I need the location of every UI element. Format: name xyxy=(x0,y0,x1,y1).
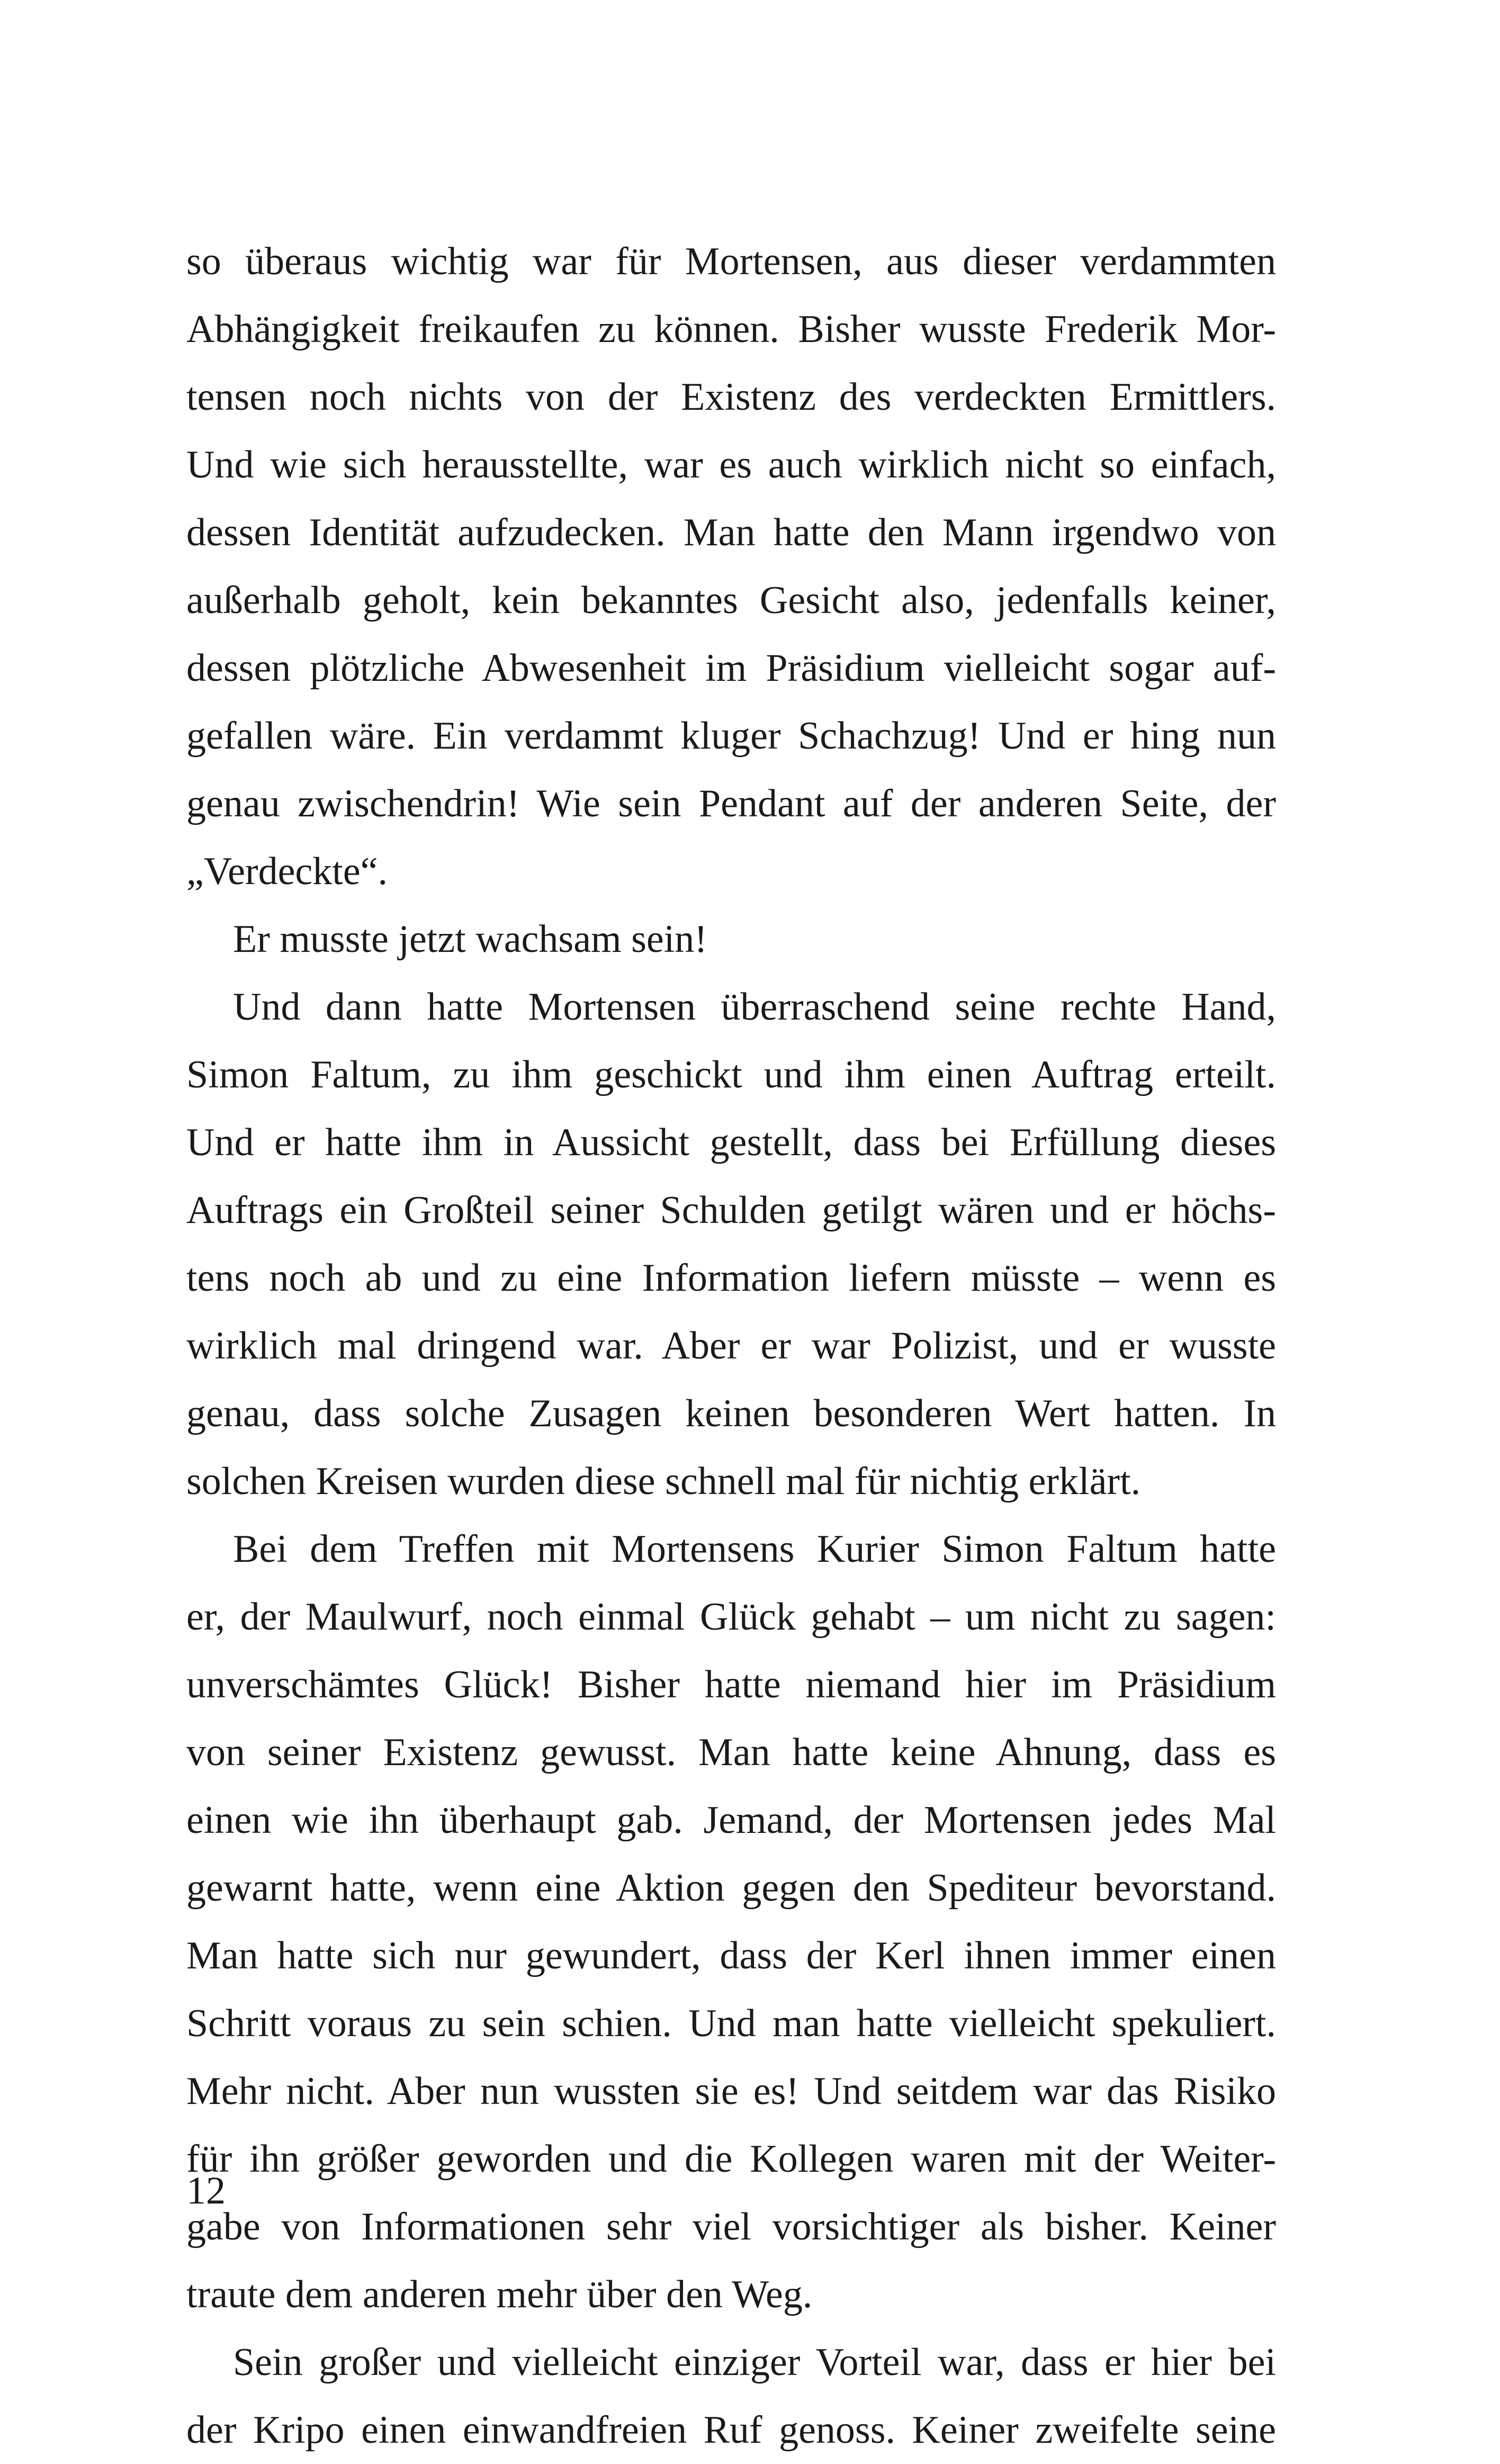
text-line: Sein großer und vielleicht einziger Vorteil war, dass er hier bei xyxy=(233,2341,1276,2384)
text-line: Er musste jetzt wachsam sein! xyxy=(233,918,707,961)
text-line: so überaus wichtig war für Mortensen, aus dieser verdammten xyxy=(186,240,1276,283)
text-line: tensen noch nichts von der Existenz des verdeckten Ermittlers. xyxy=(186,375,1276,419)
text-line: er, der Maulwurf, noch einmal Glück gehabt – um nicht zu sagen: xyxy=(186,1595,1276,1639)
text-line: Mehr nicht. Aber nun wussten sie es! Und seitdem war das Risiko xyxy=(186,2070,1276,2113)
page-number: 12 xyxy=(186,2169,226,2213)
text-line: dessen Identität aufzudecken. Man hatte den Mann irgendwo von xyxy=(186,511,1276,554)
text-line: Abhängigkeit freikaufen zu können. Bisher wusste Frederik Mor- xyxy=(186,308,1276,351)
text-line: tens noch ab und zu eine Information liefern müsste – wenn es xyxy=(186,1256,1276,1300)
text-line: Schritt voraus zu sein schien. Und man hatte vielleicht spekuliert. xyxy=(186,2002,1276,2045)
text-line: Bei dem Treffen mit Mortensens Kurier Simon Faltum hatte xyxy=(233,1527,1276,1571)
text-line: „Verdeckte“. xyxy=(186,850,388,893)
text-line: traute dem anderen mehr über den Weg. xyxy=(186,2273,813,2316)
text-line: außerhalb geholt, kein bekanntes Gesicht also, jedenfalls keiner, xyxy=(186,579,1276,622)
text-line: gewarnt hatte, wenn eine Aktion gegen den Spediteur bevorstand. xyxy=(186,1866,1276,1910)
text-line: unverschämtes Glück! Bisher hatte niemand hier im Präsidium xyxy=(186,1663,1276,1706)
text-line: Und er hatte ihm in Aussicht gestellt, dass bei Erfüllung dieses xyxy=(186,1121,1276,1164)
text-line: genau, dass solche Zusagen keinen besonderen Wert hatten. In xyxy=(186,1392,1276,1435)
text-line: gabe von Informationen sehr viel vorsichtiger als bisher. Keiner xyxy=(186,2205,1276,2249)
text-line: solchen Kreisen wurden diese schnell mal für nichtig erklärt. xyxy=(186,1460,1141,1503)
text-line: dessen plötzliche Abwesenheit im Präsidium vielleicht sogar auf- xyxy=(186,646,1276,690)
text-line: der Kripo einen einwandfreien Ruf genoss. Keiner zweifelte seine xyxy=(186,2408,1276,2452)
text-line: Auftrags ein Großteil seiner Schulden getilgt wären und er höchs- xyxy=(186,1189,1276,1232)
text-line: genau zwischendrin! Wie sein Pendant auf der anderen Seite, der xyxy=(186,782,1276,825)
text-line: Man hatte sich nur gewundert, dass der Kerl ihnen immer einen xyxy=(186,1934,1276,1977)
text-line: Und dann hatte Mortensen überraschend seine rechte Hand, xyxy=(233,985,1276,1029)
text-line: Simon Faltum, zu ihm geschickt und ihm einen Auftrag erteilt. xyxy=(186,1053,1276,1096)
text-line: gefallen wäre. Ein verdammt kluger Schachzug! Und er hing nun xyxy=(186,714,1276,758)
text-line: einen wie ihn überhaupt gab. Jemand, der Mortensen jedes Mal xyxy=(186,1798,1276,1842)
body-text xyxy=(186,228,1276,2464)
text-line: Und wie sich herausstellte, war es auch wirklich nicht so einfach, xyxy=(186,443,1276,487)
text-line: wirklich mal dringend war. Aber er war Polizist, und er wusste xyxy=(186,1324,1276,1368)
text-line: von seiner Existenz gewusst. Man hatte keine Ahnung, dass es xyxy=(186,1731,1276,1774)
text-line: für ihn größer geworden und die Kollegen waren mit der Weiter- xyxy=(186,2137,1276,2181)
